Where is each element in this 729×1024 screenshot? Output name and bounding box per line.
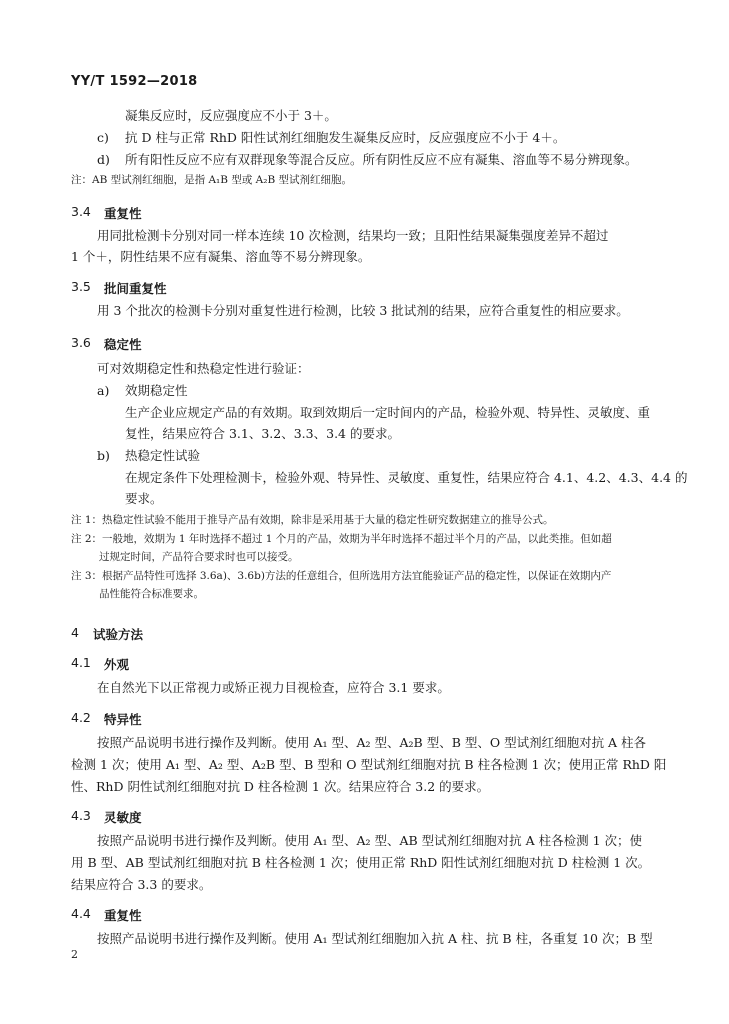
section-heading: 重复性 xyxy=(104,908,142,923)
section-heading: 3.4 xyxy=(71,204,91,219)
text-line: d) xyxy=(97,152,110,167)
standard-header: YY/T 1592—2018 xyxy=(71,74,198,89)
text-line: 按照产品说明书进行操作及判断。使用 A₁ 型、A₂ 型、AB 型试剂红细胞对抗 A 柱各检测 1 次；使 xyxy=(97,833,643,848)
section-heading: 外观 xyxy=(104,657,130,672)
text-line: 按照产品说明书进行操作及判断。使用 A₁ 型试剂红细胞加入抗 A 柱、抗 B 柱，各重复 10 次；B 型 xyxy=(97,931,653,946)
note-line: 注 1：热稳定性试验不能用于推导产品有效期，除非是采用基于大量的稳定性研究数据建立的推导公式。 xyxy=(71,514,554,526)
text-line: a) xyxy=(97,383,110,398)
text-line: 抗 D 柱与正常 RhD 阳性试剂红细胞发生凝集反应时，反应强度应不小于 4＋。 xyxy=(125,130,566,145)
note-line: 品性能符合标准要求。 xyxy=(99,588,204,600)
text-line: 凝集反应时，反应强度应不小于 3＋。 xyxy=(125,108,337,123)
section-heading: 3.6 xyxy=(71,335,91,350)
section-heading: 特异性 xyxy=(104,712,142,727)
note-line: 注 2：一般地，效期为 1 年时选择不超过 1 个月的产品，效期为半年时选择不超过半个月的产品，以此类推。但如超 xyxy=(71,533,612,545)
section-heading: 4.4 xyxy=(71,906,91,921)
text-line: 生产企业应规定产品的有效期。取到效期后一定时间内的产品，检验外观、特异性、灵敏度、重 xyxy=(125,405,651,420)
section-heading: 灵敏度 xyxy=(104,810,142,825)
text-line: 用同批检测卡分别对同一样本连续 10 次检测，结果均一致；且阳性结果凝集强度差异不超过 xyxy=(97,228,609,243)
text-line: 效期稳定性 xyxy=(125,383,188,398)
text-line: 检测 1 次；使用 A₁ 型、A₂ 型、A₂B 型、B 型和 O 型试剂红细胞对抗 B 柱各检测 1 次；使用正常 RhD 阳 xyxy=(71,757,667,772)
section-heading: 批间重复性 xyxy=(104,281,167,296)
text-line: c) xyxy=(97,130,109,145)
text-line: 按照产品说明书进行操作及判断。使用 A₁ 型、A₂ 型、A₂B 型、B 型、O 型试剂红细胞对抗 A 柱各 xyxy=(97,735,647,750)
section-heading: 4.3 xyxy=(71,808,91,823)
section-heading: 4 xyxy=(71,625,79,640)
text-line: 在规定条件下处理检测卡，检验外观、特异性、灵敏度、重复性，结果应符合 4.1、4.2、4.3、4.4 的 xyxy=(125,470,688,485)
text-line: 所有阳性反应不应有双群现象等混合反应。所有阴性反应不应有凝集、溶血等不易分辨现象。 xyxy=(125,152,638,167)
text-line: 性、RhD 阴性试剂红细胞对抗 D 柱各检测 1 次。结果应符合 3.2 的要求。 xyxy=(71,779,490,794)
text-line: 用 3 个批次的检测卡分别对重复性进行检测，比较 3 批试剂的结果，应符合重复性的相应要求。 xyxy=(97,303,629,318)
text-line: 在自然光下以正常视力或矫正视力目视检查，应符合 3.1 要求。 xyxy=(97,680,450,695)
note-line: 注：AB 型试剂红细胞，是指 A₁B 型或 A₂B 型试剂红细胞。 xyxy=(71,174,353,186)
text-line: 用 B 型、AB 型试剂红细胞对抗 B 柱各检测 1 次；使用正常 RhD 阳性试剂红细胞对抗 D 柱检测 1 次。 xyxy=(71,855,651,870)
text-line: 复性，结果应符合 3.1、3.2、3.3、3.4 的要求。 xyxy=(125,426,400,441)
text-line: 热稳定性试验 xyxy=(125,448,201,463)
page-number: 2 xyxy=(71,948,78,961)
section-heading: 3.5 xyxy=(71,279,91,294)
note-line: 过规定时间，产品符合要求时也可以接受。 xyxy=(99,551,299,563)
note-line: 注 3：根据产品特性可选择 3.6a)、3.6b)方法的任意组合，但所选用方法宜能验证产品的稳定性，以保证在效期内产 xyxy=(71,570,612,582)
text-line: b) xyxy=(97,448,110,463)
section-heading: 重复性 xyxy=(104,206,142,221)
section-heading: 4.2 xyxy=(71,710,91,725)
text-line: 1 个＋，阴性结果不应有凝集、溶血等不易分辨现象。 xyxy=(71,249,371,264)
text-line: 要求。 xyxy=(125,491,163,506)
section-heading: 稳定性 xyxy=(104,337,142,352)
section-heading: 试验方法 xyxy=(93,627,144,642)
text-line: 可对效期稳定性和热稳定性进行验证： xyxy=(97,361,310,376)
section-heading: 4.1 xyxy=(71,655,91,670)
text-line: 结果应符合 3.3 的要求。 xyxy=(71,877,212,892)
